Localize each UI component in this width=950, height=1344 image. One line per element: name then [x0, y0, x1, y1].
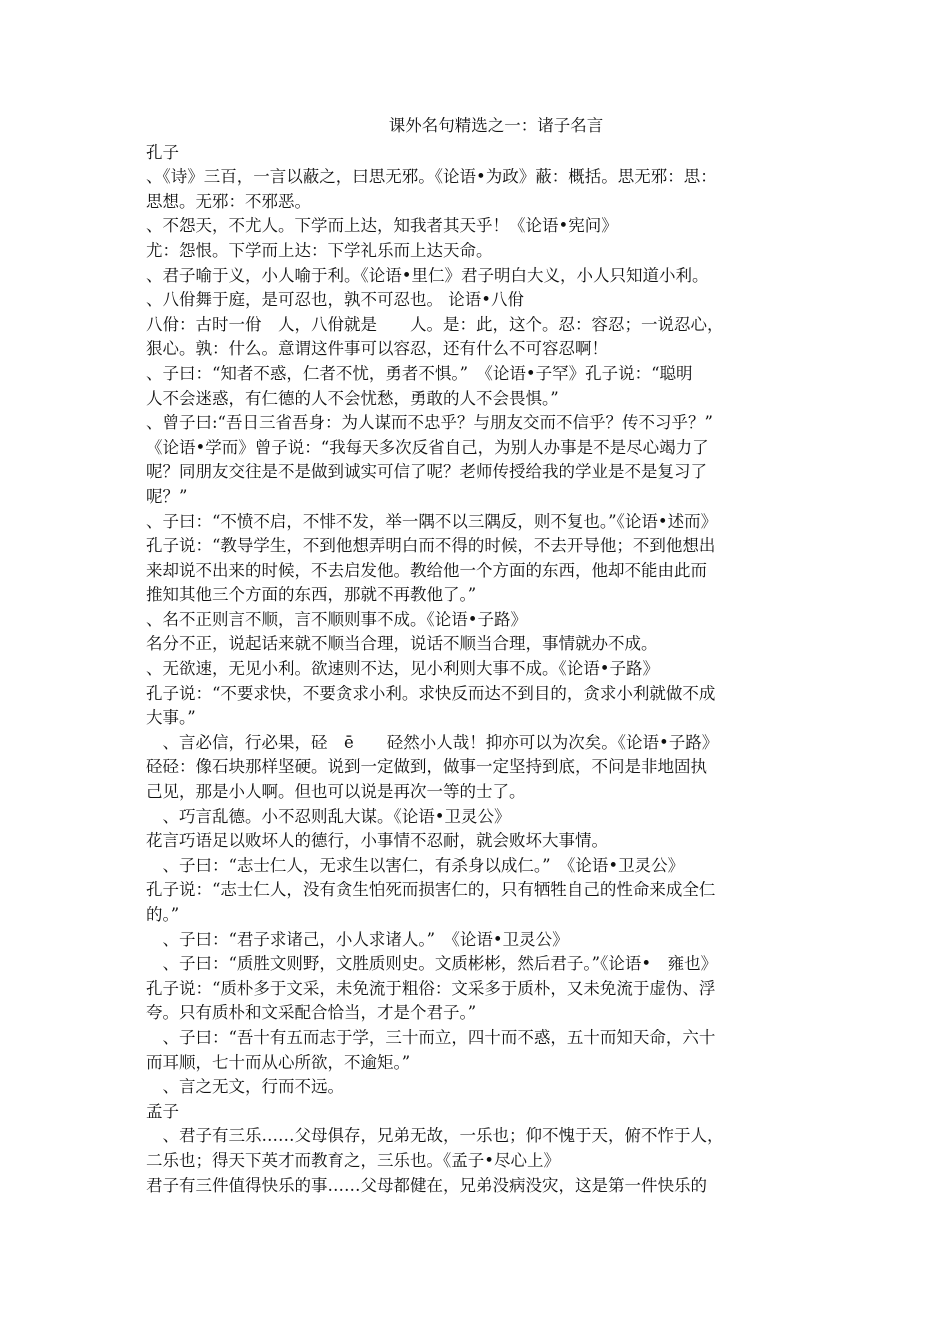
text-line: 、巧言乱德。小不忍则乱大谋。《论语•卫灵公》	[146, 806, 511, 826]
text-line: 、君子喻于义，小人喻于利。《论语•里仁》君子明白大义，小人只知道小利。	[146, 265, 709, 285]
text-line: 、子曰：“质胜文则野，文胜质则史。文质彬彬，然后君子。”《论语• 雍也》	[146, 954, 718, 974]
text-line: 夸。只有质朴和文采配合恰当，才是个君子。”	[146, 1003, 477, 1023]
text-line: 、言必信，行必果，硁 ē 硁然小人哉！抑亦可以为次矣。《论语•子路》	[146, 732, 719, 752]
text-line: 、君子有三乐……父母俱存，兄弟无故，一乐也；仰不愧于天，俯不怍于人，	[146, 1126, 724, 1146]
document-title: 课外名句精选之一：诸子名言	[388, 116, 604, 135]
text-line: 大事。”	[146, 708, 196, 728]
text-line: 二乐也；得天下英才而教育之，三乐也。《孟子•尽心上》	[146, 1150, 560, 1170]
text-line: 、子曰：“不愤不启，不悱不发，举一隅不以三隅反，则不复也。”《论语•述而》	[146, 511, 718, 531]
text-line: 的。”	[146, 905, 180, 924]
text-line: 、不怨天，不尤人。下学而上达，知我者其天乎！《论语•宪问》	[146, 216, 618, 236]
text-line: 君子有三件值得快乐的事……父母都健在，兄弟没病没灾，这是第一件快乐的	[146, 1175, 707, 1195]
text-line: 己见，那是小人啊。但也可以说是再次一等的士了。	[146, 782, 526, 802]
text-line: 而耳顺，七十而从心所欲，不逾矩。”	[146, 1052, 411, 1072]
text-line: 、子曰：“志士仁人，无求生以害仁，有杀身以成仁。” 《论语•卫灵公》	[146, 855, 685, 875]
text-line: 硁硁：像石块那样坚硬。说到一定做到，做事一定坚持到底，不问是非地固执	[146, 757, 707, 777]
text-line: 、无欲速，无见小利。欲速则不达，见小利则大事不成。《论语•子路》	[146, 659, 659, 679]
text-line: 尤：怨恨。下学而上达：下学礼乐而上达天命。	[146, 240, 493, 260]
text-line: 孟子	[146, 1101, 179, 1121]
text-line: 、曾子曰:“吾日三省吾身：为人谋而不忠乎？与朋友交而不信乎？传不习乎？”	[146, 413, 713, 433]
text-line: 人不会迷惑，有仁德的人不会忧愁，勇敢的人不会畏惧。”	[146, 388, 559, 408]
text-line: 思想。无邪：不邪恶。	[146, 191, 311, 211]
text-line: 孔子说：“不要求快，不要贪求小利。求快反而达不到目的，贪求小利就做不成	[146, 683, 716, 703]
text-line: 《论语•学而》曾子说：“我每天多次反省自己，为别人办事是不是尽心竭力了	[146, 437, 709, 457]
text-line: 名分不正，说起话来就不顺当合理，说话不顺当合理，事情就办不成。	[146, 634, 658, 654]
text-line: 、《诗》三百，一言以蔽之，曰思无邪。《论语•为政》蔽：概括。思无邪：思：	[146, 167, 717, 187]
text-line: 、名不正则言不顺，言不顺则事不成。《论语•子路》	[146, 609, 527, 629]
text-line: 孔子说：“志士仁人，没有贪生怕死而损害仁的，只有牺牲自己的性命来成全仁	[146, 880, 716, 900]
text-line: 、八佾舞于庭，是可忍也，孰不可忍也。 论语•八佾	[146, 290, 524, 310]
text-line: 、子曰：“君子求诸己，小人求诸人。” 《论语•卫灵公》	[146, 929, 569, 949]
text-line: 、子曰：“吾十有五而志于学，三十而立，四十而不惑，五十而知天命，六十	[146, 1027, 716, 1047]
text-line: 孔子说：“质朴多于文采，未免流于粗俗：文采多于质朴，又未免流于虚伪、浮	[146, 978, 716, 998]
text-line: 、言之无文，行而不远。	[146, 1077, 344, 1097]
text-lines	[146, 141, 806, 1199]
text-line: 八佾：古时一佾 人，八佾就是 人。是：此，这个。忍：容忍；一说忍心，	[146, 314, 724, 334]
text-line: 孔子说：“教导学生，不到他想弄明白而不得的时候，不去开导他；不到他想出	[146, 536, 716, 556]
text-line: 孔子	[146, 142, 179, 162]
text-line: 呢？同朋友交往是不是做到诚实可信了呢？老师传授给我的学业是不是复习了	[146, 462, 707, 482]
text-line: 来却说不出来的时候，不去启发他。教给他一个方面的东西，他却不能由此而	[146, 560, 707, 580]
document-body	[146, 114, 806, 1198]
text-line: 、子曰：“知者不惑，仁者不忧，勇者不惧。” 《论语•子罕》孔子说：“聪明	[146, 363, 693, 383]
text-line: 狠心。孰：什么。意谓这件事可以容忍，还有什么不可容忍啊！	[146, 339, 608, 359]
text-line: 花言巧语足以败坏人的德行，小事情不忍耐，就会败坏大事情。	[146, 831, 608, 851]
text-line: 推知其他三个方面的东西，那就不再教他了。”	[146, 585, 477, 605]
text-line: 呢？”	[146, 486, 188, 506]
